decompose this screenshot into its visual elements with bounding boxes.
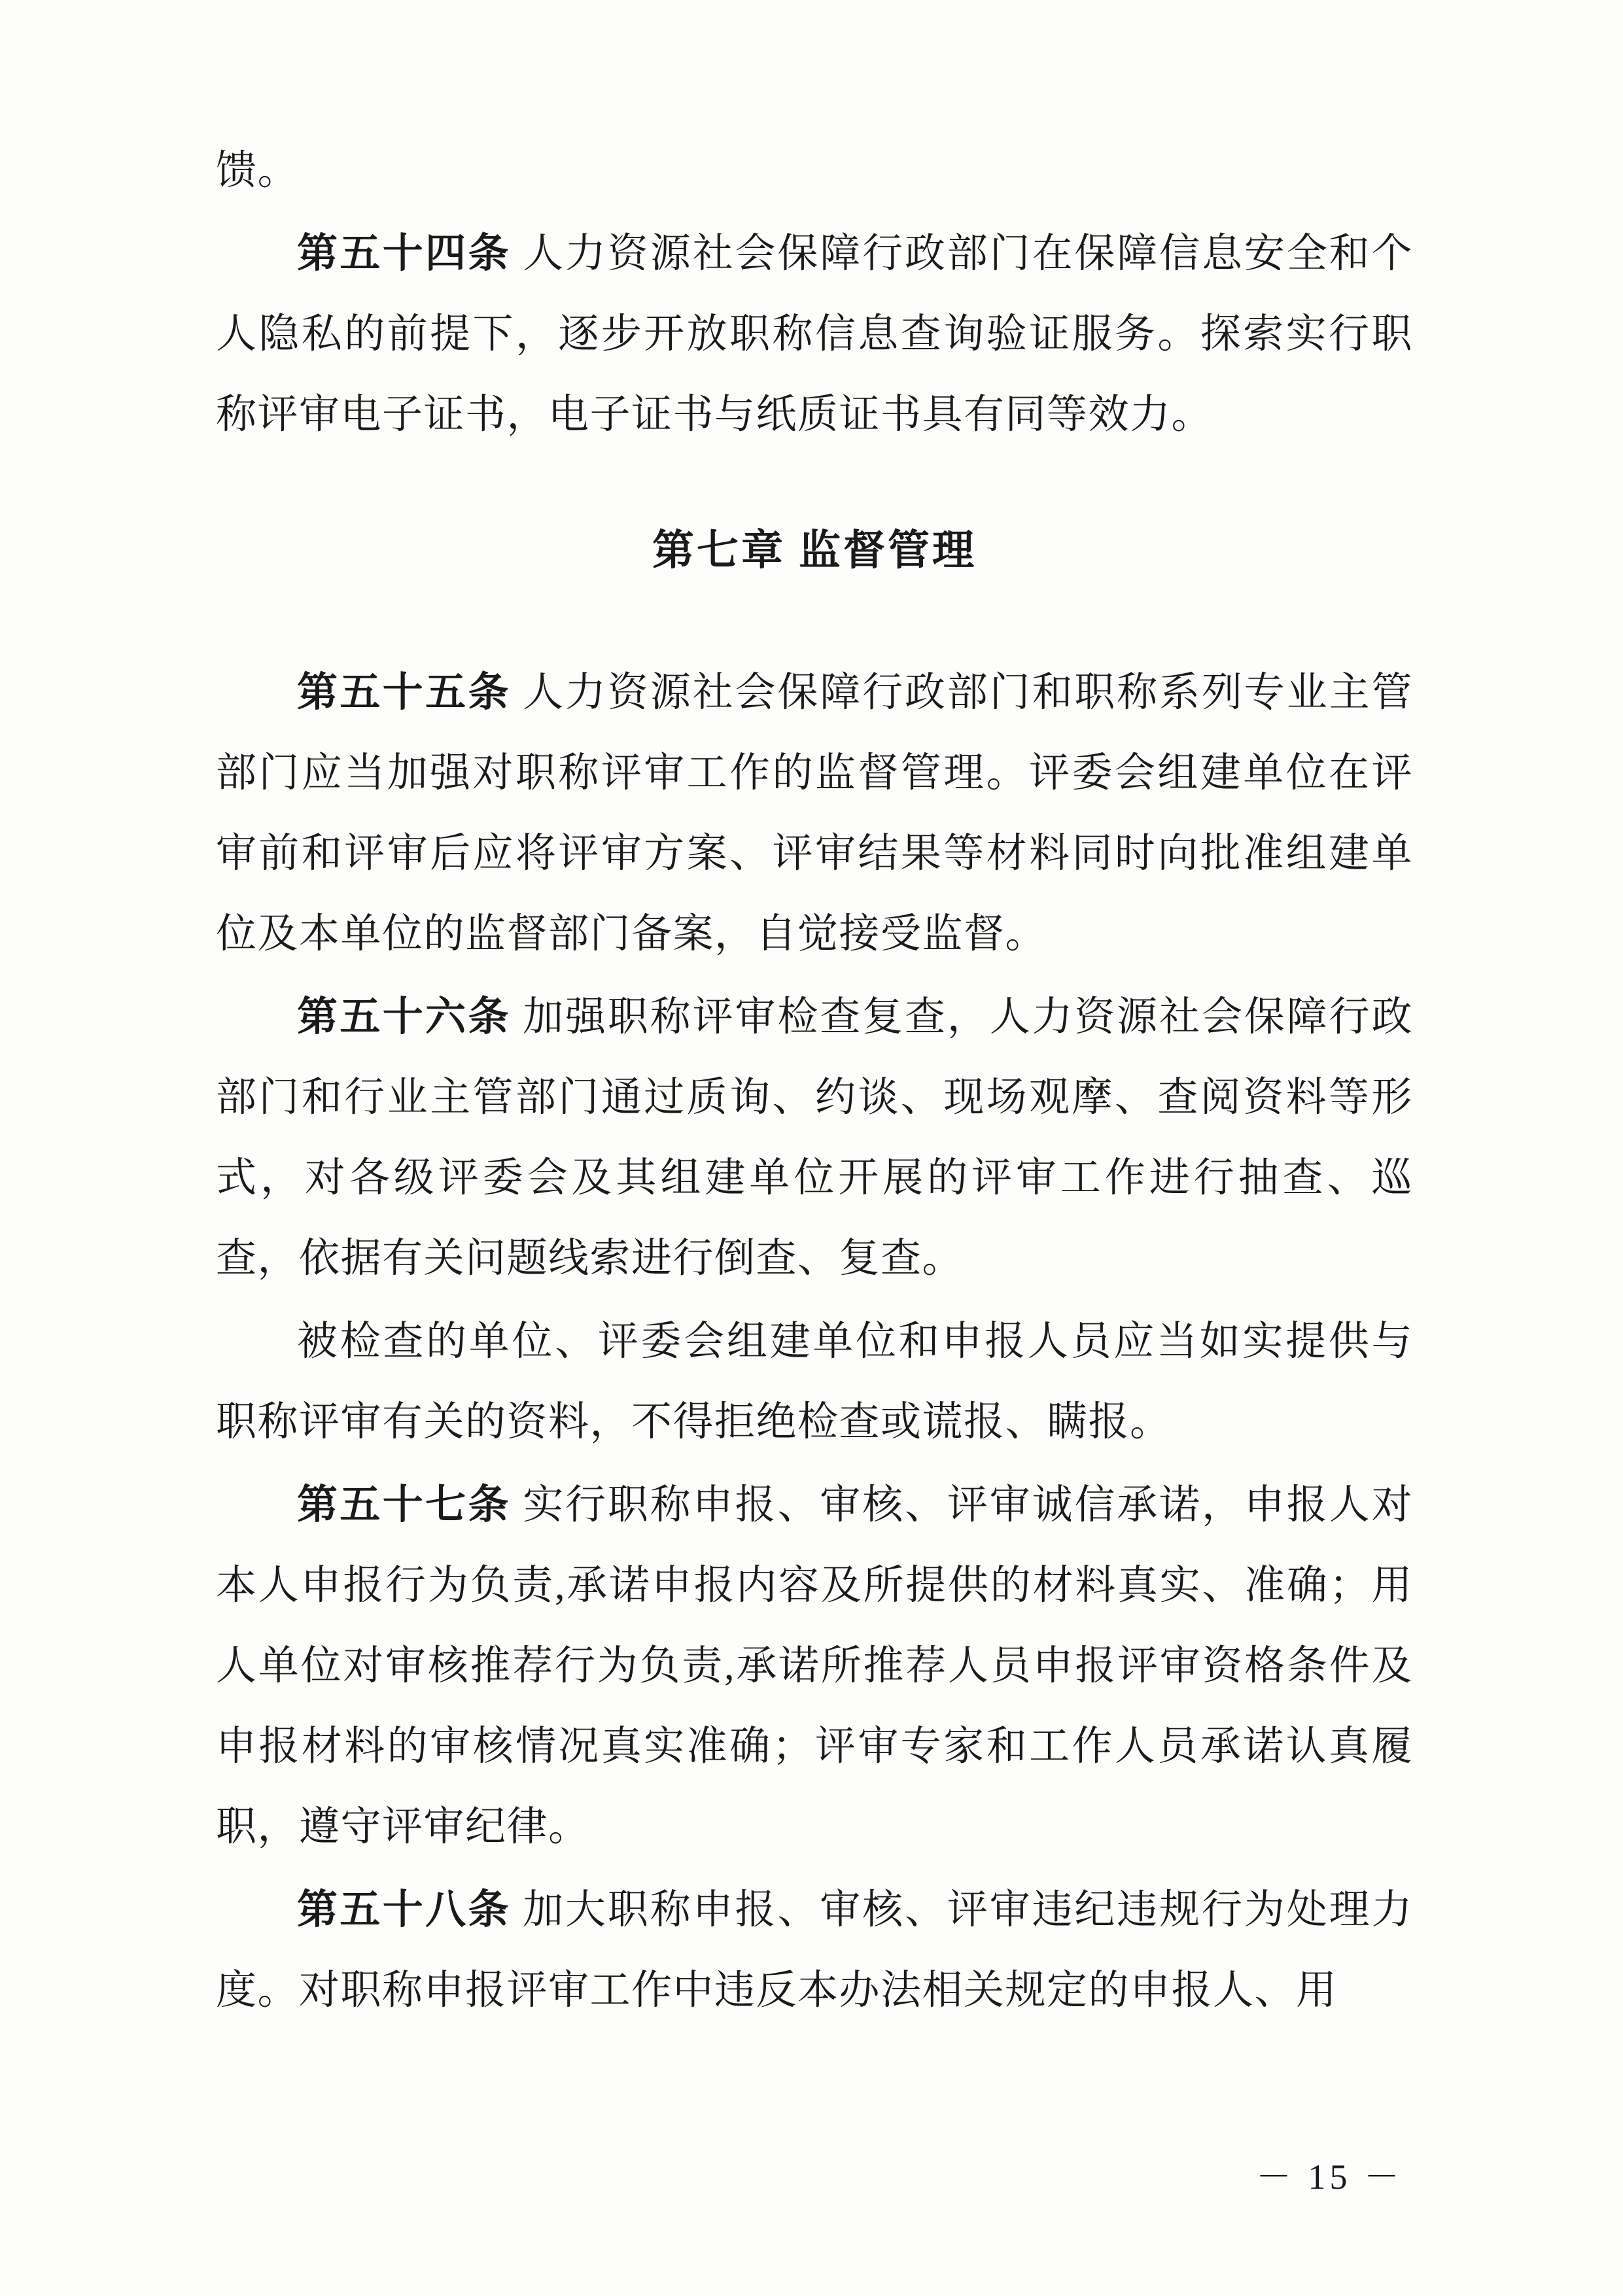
page-content <box>216 131 1413 2031</box>
paragraph-text: 馈。 <box>216 148 300 193</box>
article-text-56: 加强职称评审检查复查，人力资源社会保障行政部门和行业主管部门通过质询、约谈、现场观摩、查阅资料等形式，对各级评委会及其组建单位开展的评审工作进行抽查、巡查，依据有关问题线索进行倒查、复查。 <box>216 995 1413 1281</box>
article-text-55: 人力资源社会保障行政部门和职称系列专业主管部门应当加强对职称评审工作的监督管理。评委会组建单位在评审前和评审后应将评审方案、评审结果等材料同时向批准组建单位及本单位的监督部门备案，自觉接受监督。 <box>216 670 1413 956</box>
chapter-title: 第七章 监督管理 <box>652 527 977 574</box>
paragraph-article-58 <box>216 1870 1413 2031</box>
article-text-57: 实行职称申报、审核、评审诚信承诺，申报人对本人申报行为负责,承诺申报内容及所提供的材料真实、准确；用人单位对审核推荐行为负责,承诺所推荐人员申报评审资格条件及申报材料的审核情况真实准确；评审专家和工作人员承诺认真履职，遵守评审纪律。 <box>216 1483 1413 1849</box>
paragraph-article-54 <box>216 214 1413 455</box>
article-label-56: 第五十六条 <box>297 995 511 1039</box>
paragraph-continuation <box>216 131 1413 211</box>
article-text-54: 人力资源社会保障行政部门在保障信息安全和个人隐私的前提下，逐步开放职称信息查询验证服务。探索实行职称评审电子证书，电子证书与纸质证书具有同等效力。 <box>216 232 1413 437</box>
chapter-heading-block <box>216 512 1413 590</box>
article-label-57: 第五十七条 <box>297 1483 511 1527</box>
article-text-58: 加大职称申报、审核、评审违纪违规行为处理力度。对职称申报评审工作中违反本办法相关规定的申报人、用 <box>216 1888 1413 2013</box>
paragraph-article-57 <box>216 1465 1413 1868</box>
page-number: － 15 － <box>1256 2157 1403 2197</box>
paragraph-article-56 <box>216 977 1413 1299</box>
article-label-58: 第五十八条 <box>297 1888 511 1932</box>
paragraph-article-55 <box>216 653 1413 975</box>
article-label-55: 第五十五条 <box>297 670 511 715</box>
article-label-54: 第五十四条 <box>297 232 511 276</box>
article-text-56-p2: 被检查的单位、评委会组建单位和申报人员应当如实提供与职称评审有关的资料，不得拒绝检查或谎报、瞒报。 <box>216 1319 1413 1444</box>
paragraph-article-56-continued <box>216 1302 1413 1463</box>
